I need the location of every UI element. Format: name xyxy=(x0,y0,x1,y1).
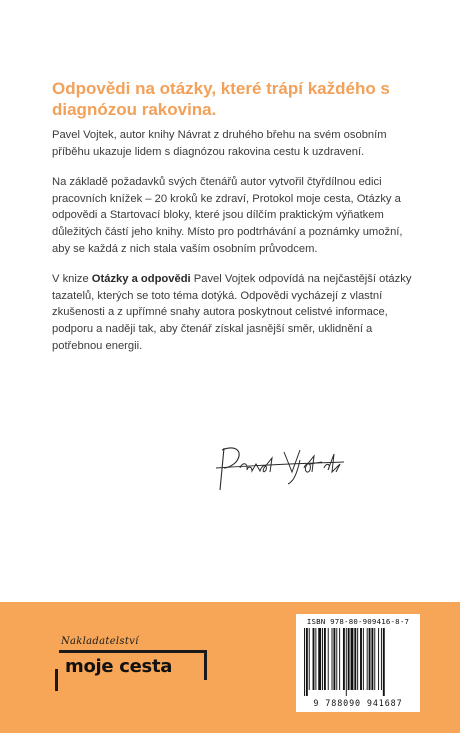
description-paragraph-2: Na základě požadavků svých čtenářů autor vytvořil čtyřdílnou edici pracovních knížek – 20 kroků ke zdraví, Protokol moje cesta, Otázky a odpovědi a Startovací bloky, které jsou dílčím praktickým výňatkem důležitých částí jeho knihy. Místo pro podtrhávání a poznámky umožní, aby se každá z nich stala vaším osobním průvodcem. xyxy=(52,176,403,255)
barcode-bar xyxy=(304,628,305,696)
barcode-bars xyxy=(302,628,414,696)
barcode-bar xyxy=(354,628,356,690)
barcode-bar xyxy=(333,628,335,690)
barcode-number: 9 788090 941687 xyxy=(313,698,403,708)
barcode-bar xyxy=(332,628,333,690)
barcode-bar xyxy=(378,628,379,690)
barcode-bar xyxy=(306,628,308,696)
description-paragraph-3 xyxy=(52,271,412,354)
barcode-bar xyxy=(343,628,345,690)
barcode-bar xyxy=(324,628,326,690)
barcode-bar xyxy=(309,628,310,690)
barcode-bar xyxy=(363,628,364,690)
barcode-bar xyxy=(357,628,358,690)
book-title-bold: Otázky a odpovědi xyxy=(91,273,191,286)
barcode-bar xyxy=(322,628,323,690)
barcode-bar xyxy=(367,628,368,690)
barcode-bar xyxy=(351,628,354,690)
barcode-bar xyxy=(371,628,373,690)
description-paragraph-1: Pavel Vojtek, autor knihy Návrat z druhého břehu na svém osobním příběhu ukazuje lidem s diagnózou rakovina cestu k uzdravení. xyxy=(52,129,387,158)
barcode-bar xyxy=(336,628,337,690)
barcode-bar xyxy=(381,628,382,690)
barcode-bar xyxy=(346,628,347,696)
barcode-panel xyxy=(296,614,420,712)
barcode-bar xyxy=(383,628,385,696)
paragraph-3-start: V knize xyxy=(52,273,92,286)
cover-description xyxy=(52,127,412,368)
barcode-bar xyxy=(315,628,316,690)
isbn-label: ISBN 978-80-909416-8-7 xyxy=(306,617,410,626)
author-signature xyxy=(214,438,354,498)
paragraph-3-end: Pavel Vojtek odpovídá na nejčastější otázky tazatelů, kterých se toto téma dotýká. Odpovědi vycházejí z vlastní zkušenosti a z upřímné snahy autora poskytnout celistvé informace, podporu a naději tak, aby čtenář získal jasnější směr, uklidnění a potřebnou energii. xyxy=(52,273,412,352)
barcode-bar xyxy=(339,628,340,690)
barcode-bar xyxy=(313,628,315,690)
barcode-bar xyxy=(328,628,329,690)
cover-headline: Odpovědi na otázky, které trápí každého s diagnózou rakovina. xyxy=(52,79,390,119)
barcode-bar xyxy=(318,628,321,690)
barcode-bar xyxy=(360,628,362,690)
barcode-bar xyxy=(369,628,371,690)
publisher-tagline: Nakladatelství xyxy=(61,636,139,647)
publisher-logo xyxy=(55,636,215,692)
barcode-bar xyxy=(348,628,350,690)
publisher-name: moje cesta xyxy=(65,656,173,677)
barcode-bar xyxy=(374,628,375,690)
